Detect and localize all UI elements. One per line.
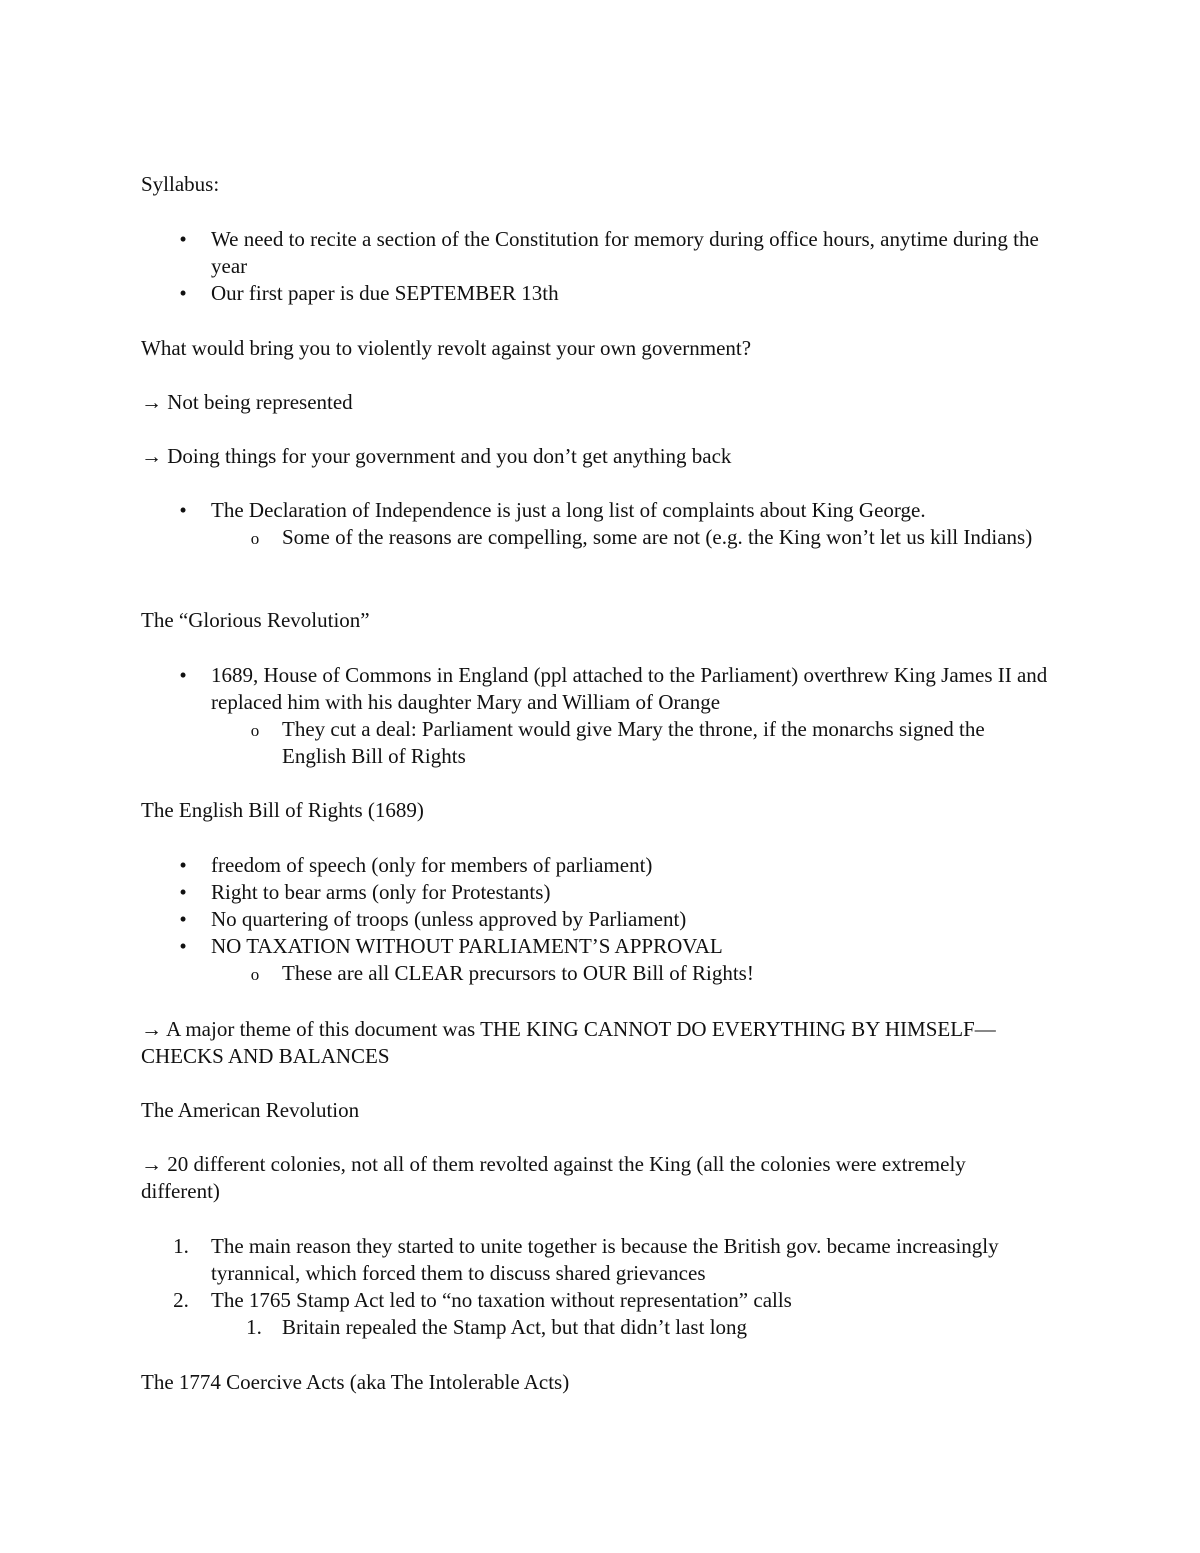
list-item-text: No quartering of troops (unless approved by Parliament) bbox=[211, 907, 687, 931]
list-item-text: Britain repealed the Stamp Act, but that didn’t last long bbox=[282, 1315, 748, 1339]
glorious-revolution-heading: The “Glorious Revolution” bbox=[141, 608, 370, 632]
list-item bbox=[141, 226, 1051, 280]
list-item-text: Right to bear arms (only for Protestants) bbox=[211, 880, 551, 904]
list-item-text: These are all CLEAR precursors to OUR Bill of Rights! bbox=[282, 961, 754, 985]
list-item bbox=[141, 852, 1051, 879]
list-item-text: Our first paper is due SEPTEMBER 13th bbox=[211, 281, 559, 305]
bullet-icon: • bbox=[179, 227, 187, 251]
sub-list-item bbox=[141, 960, 1051, 987]
list-item-text: freedom of speech (only for members of parliament) bbox=[211, 853, 653, 877]
list-item bbox=[141, 1233, 1051, 1287]
list-item bbox=[141, 906, 1051, 933]
answer-not-represented: → Not being represented bbox=[141, 390, 353, 414]
list-item bbox=[141, 662, 1051, 716]
glorious-list bbox=[141, 662, 1051, 770]
sub-list-item bbox=[141, 524, 1051, 551]
syllabus-heading: Syllabus: bbox=[141, 172, 220, 196]
list-item bbox=[141, 933, 1051, 960]
list-number: 1. bbox=[173, 1234, 189, 1258]
sub-list-item bbox=[141, 1314, 1051, 1341]
colonies-text: → 20 different colonies, not all of them revolted against the King (all the colonies were extremely different) bbox=[141, 1152, 966, 1203]
american-revolution-list bbox=[141, 1233, 1051, 1341]
list-item-text: 1689, House of Commons in England (ppl attached to the Parliament) overthrew King James II and replaced him with his daughter Mary and William of Orange bbox=[211, 663, 1048, 714]
list-item-text: The 1765 Stamp Act led to “no taxation without representation” calls bbox=[211, 1288, 792, 1312]
list-item-text: Some of the reasons are compelling, some are not (e.g. the King won’t let us kill Indians) bbox=[282, 525, 1033, 549]
bullet-icon: • bbox=[179, 498, 187, 522]
bullet-icon: • bbox=[179, 907, 187, 931]
list-item-text: The Declaration of Independence is just a long list of complaints about King George. bbox=[211, 498, 926, 522]
sub-bullet-icon: o bbox=[250, 721, 260, 740]
sub-bullet-icon: o bbox=[250, 965, 260, 984]
list-item-text: We need to recite a section of the Constitution for memory during office hours, anytime during the year bbox=[211, 227, 1039, 278]
list-item bbox=[141, 497, 1051, 524]
sub-list-item bbox=[141, 716, 1051, 770]
list-item bbox=[141, 879, 1051, 906]
list-item bbox=[141, 280, 1051, 307]
syllabus-list bbox=[141, 226, 1051, 307]
major-theme-text: → A major theme of this document was THE KING CANNOT DO EVERYTHING BY HIMSELF—CHECKS AND BALANCES bbox=[141, 1017, 996, 1068]
bullet-icon: • bbox=[179, 934, 187, 958]
english-bill-list bbox=[141, 852, 1051, 987]
list-item-text: They cut a deal: Parliament would give Mary the throne, if the monarchs signed the English Bill of Rights bbox=[282, 717, 985, 768]
coercive-acts-heading: The 1774 Coercive Acts (aka The Intolerable Acts) bbox=[141, 1370, 570, 1394]
declaration-list bbox=[141, 497, 1051, 551]
bullet-icon: • bbox=[179, 281, 187, 305]
list-item-text: NO TAXATION WITHOUT PARLIAMENT’S APPROVAL bbox=[211, 934, 723, 958]
list-item-text: The main reason they started to unite together is because the British gov. became increasingly tyrannical, which forced them to discuss shared grievances bbox=[211, 1234, 999, 1285]
bullet-icon: • bbox=[179, 880, 187, 904]
bullet-icon: • bbox=[179, 853, 187, 877]
question-text: What would bring you to violently revolt against your own government? bbox=[141, 336, 752, 360]
list-number: 2. bbox=[173, 1288, 189, 1312]
sub-bullet-icon: o bbox=[250, 529, 260, 548]
english-bill-heading: The English Bill of Rights (1689) bbox=[141, 798, 424, 822]
list-item bbox=[141, 1287, 1051, 1314]
answer-nothing-back: → Doing things for your government and you don’t get anything back bbox=[141, 444, 732, 468]
list-number: 1. bbox=[246, 1315, 262, 1339]
bullet-icon: • bbox=[179, 663, 187, 687]
american-revolution-heading: The American Revolution bbox=[141, 1098, 360, 1122]
